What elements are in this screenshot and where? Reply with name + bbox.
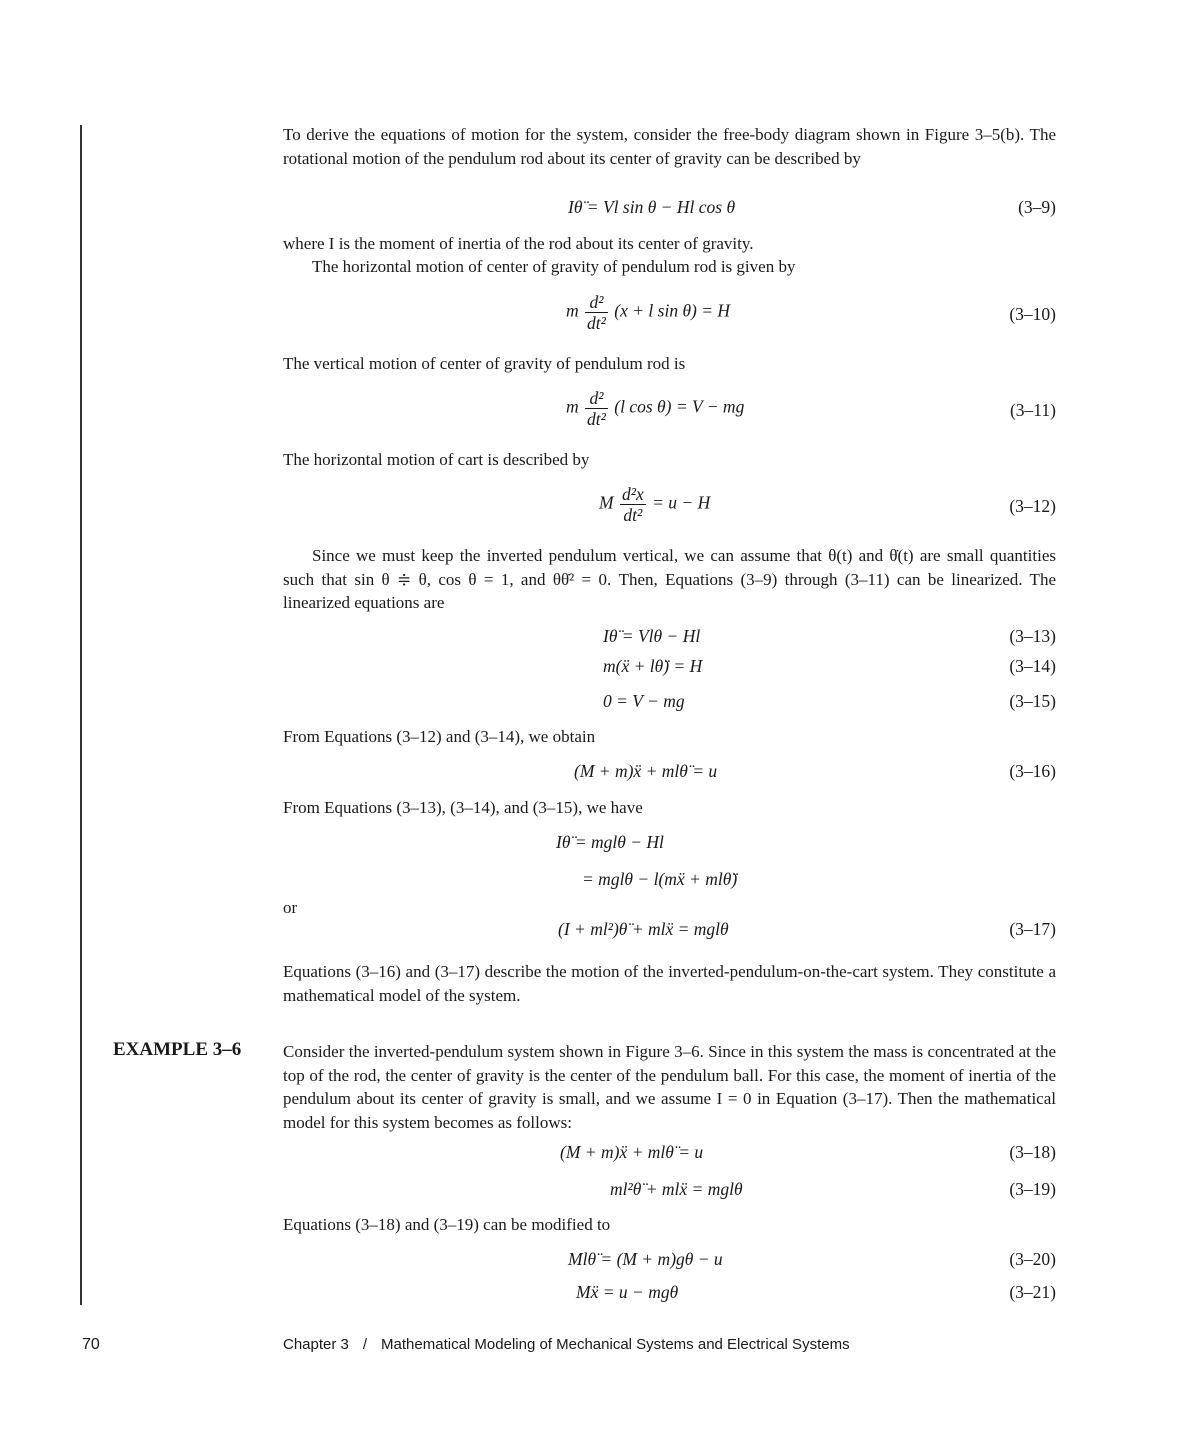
fraction-numerator: d²x [621,484,644,504]
margin-rule [80,125,82,1305]
equation-3-12 [283,482,1056,532]
equation-expr: Mẍ = u − mgθ [576,1282,679,1302]
equation-number: (3–15) [1009,691,1056,711]
equation-expr: Iθ̈ = mglθ − Hl [556,832,664,852]
equation-expr: m(ẍ + lθ̈) = H [603,656,703,676]
page-number: 70 [82,1336,100,1353]
footer-separator: / [362,1336,368,1353]
equation-expr: (M + m)ẍ + mlθ̈ = u [574,761,718,781]
equation-number: (3–12) [1009,496,1056,516]
equation-number: (3–14) [1009,656,1056,676]
paragraph-linearization: Since we must keep the inverted pendulum vertical, we can assume that θ(t) and θ̇(t) are small quantities such that sin θ ≑ θ, cos θ = 1, and θθ̇² = 0. Then, Equations (3–9) through (3–11) can be linearized. The linearized equations are [283,546,1056,612]
equation-expr: (M + m)ẍ + mlθ̈ = u [560,1142,704,1162]
equation-expr: Iθ̈ = Vlθ − Hl [603,626,701,646]
equation-3-14 [283,656,1056,686]
equation-number: (3–19) [1009,1179,1056,1199]
derivative-fraction [585,292,608,333]
derivative-fraction [620,484,646,525]
equation-derivation-line-1 [283,832,1056,862]
footer-chapter: Chapter 3 [283,1336,349,1353]
mass-symbol: m [566,300,579,321]
paragraph-horizontal-cg: The horizontal motion of center of gravity of pendulum rod is given by [312,257,796,276]
equation-derivation-line-2 [283,869,1056,899]
equation-3-21 [283,1282,1056,1312]
paragraph-from-13-15: From Equations (3–13), (3–14), and (3–15), we have [283,798,643,817]
equation-3-18 [283,1142,1056,1172]
paragraph-intro: To derive the equations of motion for the system, consider the free-body diagram shown in Figure 3–5(b). The rotational motion of the pendulum rod about its center of gravity can be described by [283,125,1056,168]
equation-expr: (x + l sin θ) = H [614,300,731,321]
derivative-fraction [585,388,608,429]
equation-number: (3–16) [1009,761,1056,781]
connector-or: or [283,898,298,917]
equation-3-19 [283,1179,1056,1209]
equation-number: (3–11) [1009,400,1056,420]
paragraph-example: Consider the inverted-pendulum system shown in Figure 3–6. Since in this system the mass is concentrated at the top of the rod, the center of gravity is the center of the pendulum ball. For this case, the moment of inertia of the pendulum about its center of gravity is small, and we assume I = 0 in Equation (3–17). Then the mathematical model for this system becomes as follows: [283,1042,1056,1132]
cart-mass-symbol: M [599,492,614,513]
equation-3-9 [283,197,1056,227]
paragraph-modified: Equations (3–18) and (3–19) can be modified to [283,1215,611,1234]
fraction-numerator: d² [585,292,608,313]
equation-number: (3–21) [1009,1282,1056,1302]
equation-expr: ml²θ̈ + mlẍ = mglθ [610,1179,743,1199]
paragraph-cart-motion: The horizontal motion of cart is described by [283,450,590,469]
example-label: EXAMPLE 3–6 [113,1039,242,1060]
paragraph-model-summary: Equations (3–16) and (3–17) describe the motion of the inverted-pendulum-on-the-cart system. They constitute a mathematical model of the system. [283,962,1056,1005]
equation-3-20 [283,1249,1056,1279]
equation-expr: = u − H [652,492,711,513]
paragraph-from-12-14: From Equations (3–12) and (3–14), we obtain [283,727,596,746]
footer-title: Mathematical Modeling of Mechanical Systems and Electrical Systems [381,1336,850,1353]
fraction-denominator: dt² [623,505,643,525]
equation-3-11 [283,386,1056,436]
paragraph-vertical-cg: The vertical motion of center of gravity of pendulum rod is [283,354,686,373]
equation-number: (3–18) [1009,1142,1056,1162]
equation-number: (3–20) [1009,1249,1056,1269]
equation-number: (3–13) [1009,626,1056,646]
running-footer [283,1336,850,1353]
mass-symbol: m [566,396,579,417]
paragraph-moment: where I is the moment of inertia of the rod about its center of gravity. [283,234,754,253]
equation-expr: = mglθ − l(mẍ + mlθ̈) [582,869,738,889]
equation-expr: (l cos θ) = V − mg [614,396,745,417]
equation-expr: (I + ml²)θ̈ + mlẍ = mglθ [558,919,729,939]
equation-expr: 0 = V − mg [603,691,685,711]
equation-3-16 [283,761,1056,791]
equation-number: (3–9) [1018,197,1056,217]
equation-number: (3–17) [1009,919,1056,939]
equation-3-13 [283,626,1056,656]
equation-expr: Iθ̈ = Vl sin θ − Hl cos θ [568,197,736,217]
equation-3-15 [283,691,1056,721]
fraction-denominator: dt² [587,313,606,333]
fraction-denominator: dt² [587,409,606,429]
fraction-numerator: d² [585,388,608,409]
equation-number: (3–10) [1009,304,1056,324]
equation-3-17 [283,919,1056,949]
equation-expr: Mlθ̈ = (M + m)gθ − u [568,1249,723,1269]
equation-3-10 [283,290,1056,340]
